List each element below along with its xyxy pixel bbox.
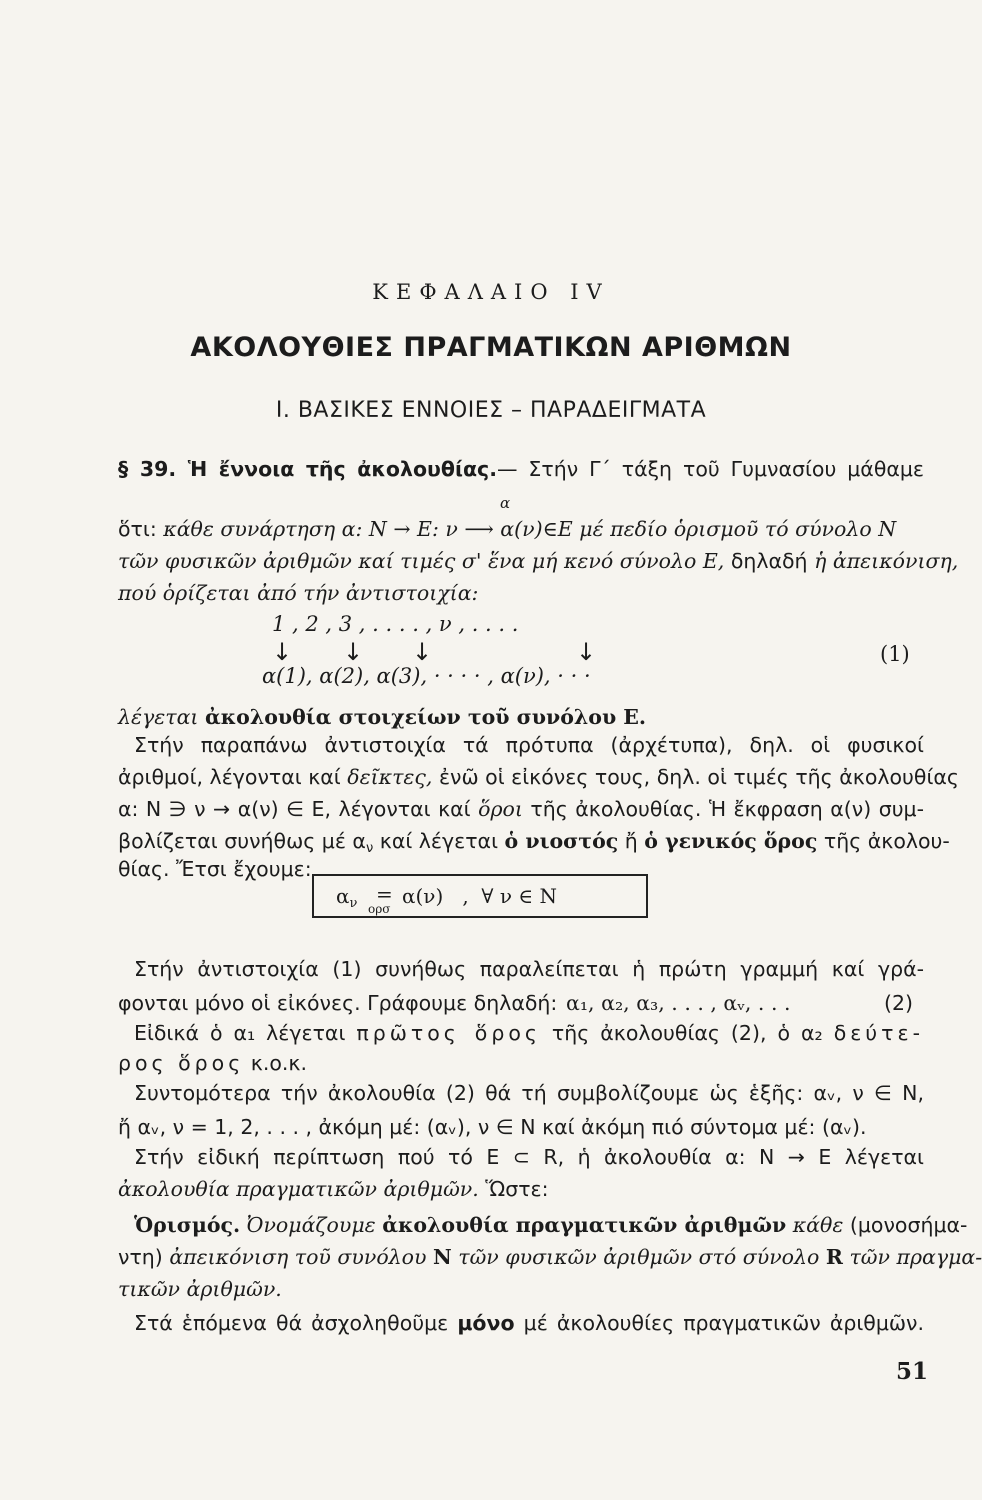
mapping-arrow-3: ↓ bbox=[412, 638, 433, 666]
paragraph-6-line-2: ἀκολουθία πραγματικῶν ἀριθμῶν. Ὥστε: bbox=[118, 1177, 549, 1201]
sequence-list: α₁, α₂, α₃, . . . , αᵥ, . . . bbox=[566, 991, 791, 1015]
mapping-arrow-2: ↓ bbox=[343, 638, 364, 666]
page-number: 51 bbox=[896, 1358, 929, 1385]
arrow-label: α bbox=[500, 494, 511, 512]
mapping-indices: 1 , 2 , 3 , . . . . , ν , . . . . bbox=[272, 612, 519, 636]
section-line-3: τῶν φυσικῶν ἀριθμῶν καί τιμές σ' ἕνα μή κενό σύνολο E, δηλαδή ἡ ἀπεικόνιση, bbox=[118, 549, 959, 573]
paragraph-1: λέγεται ἀκολουθία στοιχείων τοῦ συνόλου E. bbox=[118, 705, 647, 729]
function-definition: κάθε συνάρτηση α: N → E: ν ⟶ α(ν)∈E μέ πεδίο ὁρισμοῦ τό σύνολο N bbox=[163, 517, 897, 541]
paragraph-7: Στά ἑπόμενα θά ἀσχοληθοῦμε μόνο μέ ἀκολουθίες πραγματικῶν ἀριθμῶν. bbox=[134, 1311, 924, 1335]
mapping-arrow-4: ↓ bbox=[576, 638, 597, 666]
term-sequence: ἀκολουθία στοιχείων τοῦ συνόλου E. bbox=[205, 705, 647, 729]
boxed-formula: $\alpha_\nu$ = ορσ α(ν) , ∀ ν ∈ N bbox=[312, 874, 648, 918]
chapter-title: ΑΚΟΛΟΥΘΙΕΣ ΠΡΑΓΜΑΤΙΚΩΝ ΑΡΙΘΜΩΝ bbox=[190, 332, 792, 363]
definition-line-3: τικῶν ἀριθμῶν. bbox=[118, 1277, 282, 1301]
part-subtitle: Ι. ΒΑΣΙΚΕΣ ΕΝΝΟΙΕΣ – ΠΑΡΑΔΕΙΓΜΑΤΑ bbox=[275, 398, 707, 423]
paragraph-5-line-1: Συντομότερα τήν ἀκολουθία (2) θά τή συμβολίζουμε ὡς ἑξῆς: αᵥ, ν ∈ N, bbox=[134, 1081, 924, 1105]
mapping-images: α(1), α(2), α(3), · · · · , α(ν), · · · bbox=[262, 664, 591, 688]
paragraph-2-line-1: Στήν παραπάνω ἀντιστοιχία τά πρότυπα (ἀρχέτυπα), δηλ. οἱ φυσικοί bbox=[134, 733, 924, 757]
paragraph-2-line-3: α: N ∋ ν → α(ν) ∈ E, λέγονται καί ὅροι τῆς ἀκολουθίας. Ἡ ἔκφραση α(ν) συμ- bbox=[118, 797, 924, 821]
paragraph-5-line-2: ἤ αᵥ, ν = 1, 2, . . . , ἀκόμη μέ: (αᵥ), ν ∈ N καί ἀκόμη πιό σύντομα μέ: (αᵥ). bbox=[118, 1115, 867, 1139]
paragraph-4-line-1: Εἰδικά ὁ α₁ λέγεται πρῶτος ὅρος τῆς ἀκολουθίας (2), ὁ α₂ δεύτε- bbox=[134, 1021, 924, 1045]
section-line-4: πού ὁρίζεται ἀπό τήν ἀντιστοιχία: bbox=[118, 581, 479, 605]
section-line-2: ὅτι: κάθε συνάρτηση α: N → E: ν ⟶ α(ν)∈E μέ πεδίο ὁρισμοῦ τό σύνολο N bbox=[118, 517, 897, 541]
paragraph-4-line-2: ρος ὅρος κ.ο.κ. bbox=[118, 1051, 308, 1075]
definition-label: Ὁρισμός. bbox=[134, 1213, 241, 1237]
paragraph-6-line-1: Στήν εἰδική περίπτωση πού τό E ⊂ R, ἡ ἀκολουθία α: N → E λέγεται bbox=[134, 1145, 924, 1169]
paragraph-2-line-5: θίας. Ἔτσι ἔχουμε: bbox=[118, 857, 312, 881]
equation-number-2: (2) bbox=[884, 991, 914, 1015]
paragraph-3-line-2: φονται μόνο οἱ εἰκόνες. Γράφουμε δηλαδή: bbox=[118, 991, 558, 1015]
mapping-arrow-1: ↓ bbox=[272, 638, 293, 666]
section-first-line bbox=[118, 456, 924, 482]
definition-line-2: ντη) ἀπεικόνιση τοῦ συνόλου N τῶν φυσικῶν ἀριθμῶν στό σύνολο R τῶν πραγμα- bbox=[118, 1245, 982, 1269]
paragraph-3-line-1: Στήν ἀντιστοιχία (1) συνήθως παραλείπεται ἡ πρώτη γραμμή καί γρά- bbox=[134, 957, 924, 981]
chapter-label: ΚΕΦΑΛΑΙΟ IV bbox=[372, 280, 610, 304]
section-intro: — Στήν Γ΄ τάξη τοῦ Γυμνασίου μάθαμε bbox=[496, 457, 924, 481]
paragraph-2-line-2: ἀριθμοί, λέγονται καί δεῖκτες, ἐνῶ οἱ εἰκόνες τους, δηλ. οἱ τιμές τῆς ἀκολουθίας bbox=[118, 765, 959, 789]
definition-line-1: Ὁρισμός. Ὀνομάζουμε ἀκολουθία πραγματικῶν ἀριθμῶν κάθε (μονοσήμα- bbox=[134, 1213, 968, 1237]
section-heading: § 39. Ἡ ἔννοια τῆς ἀκολουθίας. bbox=[118, 457, 497, 481]
paragraph-2-line-4: βολίζεται συνήθως μέ $\alpha_\nu$ καί λέγεται ὁ νιοστός ἤ ὁ γενικός ὅρος τῆς ἀκολου- bbox=[118, 829, 950, 856]
equation-number-1: (1) bbox=[880, 642, 910, 666]
